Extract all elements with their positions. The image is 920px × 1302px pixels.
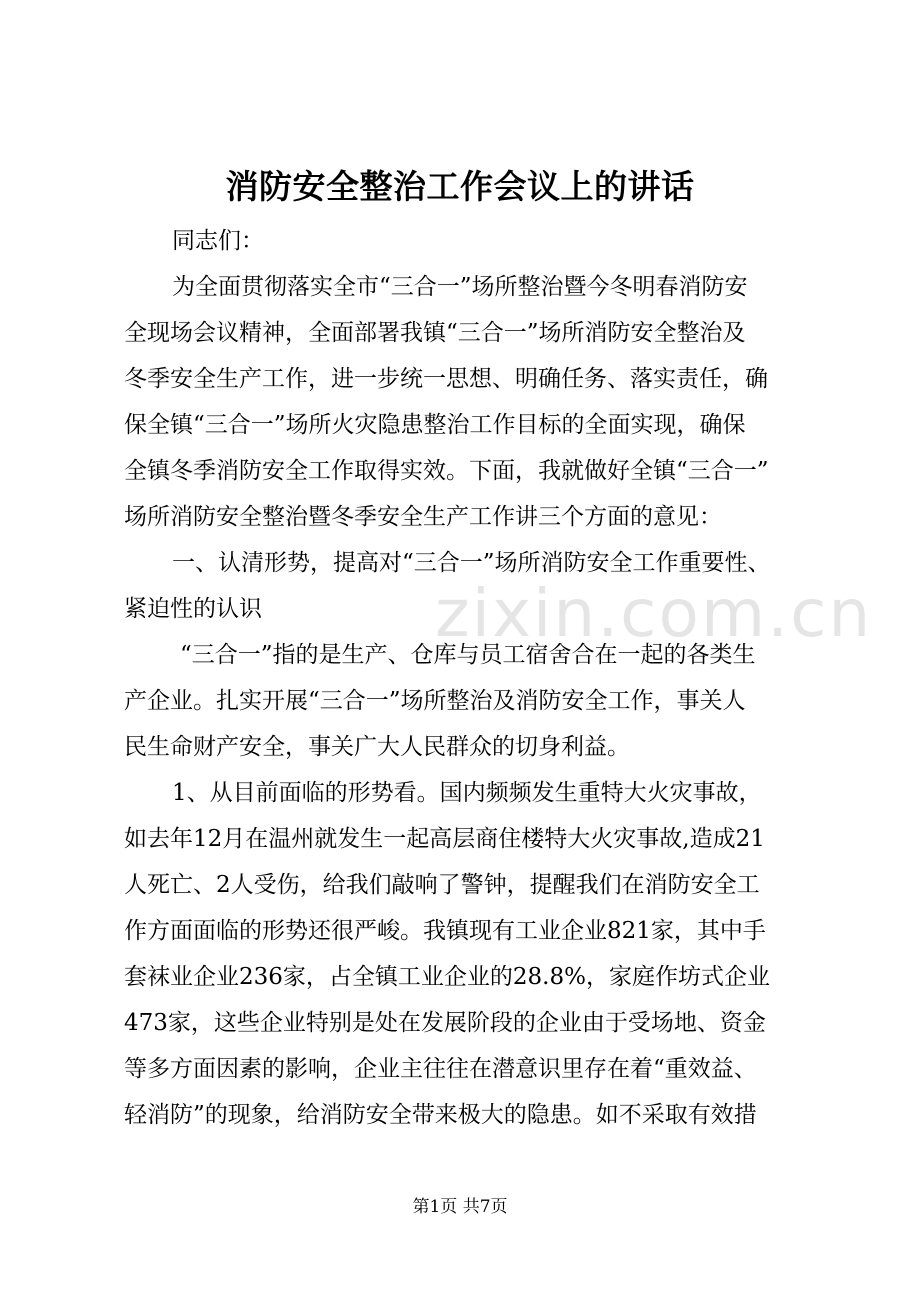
page-number-footer: 第1页 共7页 [412, 1197, 508, 1217]
watermark: zixin.com.cn [435, 575, 873, 652]
body-line: 等多方面因素的影响，企业主往往在潜意识里存在着“重效益、 [124, 1056, 757, 1082]
body-line: 1、从目前面临的形势看。国内频频发生重特大火灾事故， [172, 780, 762, 806]
body-line: 473家，这些企业特别是处在发展阶段的企业由于受场地、资金 [124, 1010, 766, 1036]
body-line: 人死亡、2人受伤，给我们敲响了警钟，提醒我们在消防安全工 [124, 872, 760, 898]
body-line: 全镇冬季消防安全工作取得实效。下面，我就做好全镇“三合一” [124, 458, 769, 484]
body-line: 场所消防安全整治暨冬季安全生产工作讲三个方面的意见： [124, 504, 722, 530]
body-line: 如去年12月在温州就发生一起高层商住楼特大火灾事故,造成21 [124, 826, 765, 852]
document-title: 消防安全整治工作会议上的讲话 [225, 167, 695, 206]
greeting: 同志们： [172, 228, 264, 254]
section-heading-line: 紧迫性的认识 [124, 596, 262, 622]
body-line: 套袜业企业236家，占全镇工业企业的28.8%，家庭作坊式企业 [124, 964, 770, 990]
body-line: 冬季安全生产工作，进一步统一思想、明确任务、落实责任，确 [124, 366, 768, 392]
body-line: 产企业。扎实开展“三合一”场所整治及消防安全工作，事关人 [124, 688, 746, 714]
body-line: 作方面面临的形势还很严峻。我镇现有工业企业821家，其中手 [124, 918, 766, 944]
body-line: “三合一”指的是生产、仓库与员工宿舍合在一起的各类生 [180, 642, 756, 668]
body-line: 轻消防”的现象，给消防安全带来极大的隐患。如不采取有效措 [124, 1102, 757, 1128]
body-line: 为全面贯彻落实全市“三合一”场所整治暨今冬明春消防安 [172, 274, 748, 300]
section-heading-line: 一、认清形势，提高对“三合一”场所消防安全工作重要性、 [172, 550, 771, 576]
body-line: 保全镇“三合一”场所火灾隐患整治工作目标的全面实现，确保 [124, 412, 746, 438]
body-line: 全现场会议精神，全面部署我镇“三合一”场所消防安全整治及 [124, 320, 746, 346]
body-line: 民生命财产安全，事关广大人民群众的切身利益。 [124, 734, 630, 760]
